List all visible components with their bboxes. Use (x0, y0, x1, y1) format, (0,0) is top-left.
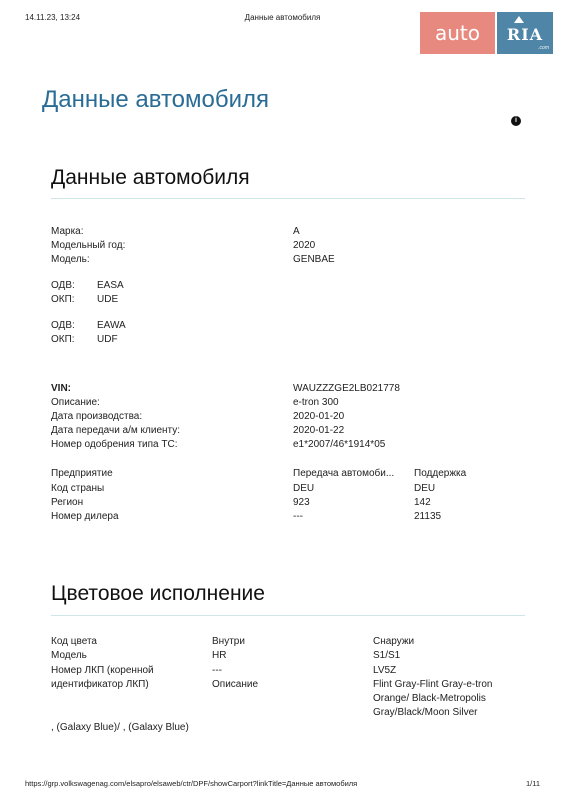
logo-com: .com (538, 45, 549, 51)
logo-auto: auto (420, 12, 495, 54)
dealer-row-support: 142 (414, 497, 431, 508)
value-type-approval: e1*2007/46*1914*05 (293, 439, 386, 450)
color-row-label: Код цвета (51, 636, 97, 647)
print-timestamp: 14.11.23, 13:24 (25, 13, 81, 22)
color-row-exterior: LV5Z (373, 665, 397, 676)
color-row-exterior: S1/S1 (373, 650, 401, 661)
page-number: 1/11 (525, 779, 540, 788)
label-odv: ОДВ: (51, 280, 75, 291)
value-model: GENBAE (293, 254, 335, 265)
label-brand: Марка: (51, 226, 84, 237)
label-okp: ОКП: (51, 334, 75, 345)
dealer-row-transfer: 923 (293, 497, 310, 508)
label-odv: ОДВ: (51, 320, 75, 331)
section-divider (51, 198, 525, 199)
section-divider (51, 615, 525, 616)
print-title: Данные автомобиля (244, 13, 321, 22)
color-row-label: Модель (51, 650, 87, 661)
color-note: , (Galaxy Blue)/ , (Galaxy Blue) (51, 722, 189, 733)
dealer-row-transfer: --- (293, 511, 303, 522)
label-type-approval: Номер одобрения типа ТС: (51, 439, 178, 450)
dealer-row-label: Регион (51, 497, 84, 508)
dealer-header-transfer: Передача автомоби... (293, 468, 395, 479)
dealer-row-transfer: DEU (293, 483, 315, 494)
logo-ria (497, 12, 553, 54)
color-section-title: Цветовое исполнение (51, 582, 265, 605)
color-row-interior: Внутри (212, 636, 245, 647)
value-model-year: 2020 (293, 240, 316, 251)
label-delivery-date: Дата передачи а/м клиенту: (51, 425, 181, 436)
print-url: https://grp.volkswagenag.com/elsapro/elsaweb/ctr/DPF/showCarport?linkTitle=Данные автомобиля (25, 779, 358, 788)
color-row-label: Номер ЛКП (коренной (51, 665, 154, 676)
color-row-exterior: Flint Gray-Flint Gray-e-tron (373, 679, 493, 690)
label-okp: ОКП: (51, 294, 75, 305)
logo-triangle-icon (514, 16, 524, 23)
exterior-description-line: Gray/Black/Moon Silver (373, 707, 478, 718)
color-row-exterior: Снаружи (373, 636, 415, 647)
color-row-interior: --- (212, 665, 222, 676)
label-model: Модель: (51, 254, 90, 265)
value-vin: WAUZZZGE2LB021778 (293, 383, 400, 394)
exterior-description-line: Orange/ Black-Metropolis (373, 693, 486, 704)
dealer-row-support: 21135 (414, 511, 442, 522)
label-description: Описание: (51, 397, 100, 408)
value-description: e-tron 300 (293, 397, 339, 408)
value-delivery-date: 2020-01-22 (293, 425, 345, 436)
value-okp: UDF (97, 334, 118, 345)
label-vin: VIN: (51, 383, 71, 394)
autoria-logo (420, 12, 553, 54)
dealer-header-support: Поддержка (414, 468, 467, 479)
vehicle-section-title: Данные автомобиля (51, 166, 250, 189)
dealer-row-label: Код страны (51, 483, 105, 494)
color-row-interior: HR (212, 650, 227, 661)
dealer-row-label: Номер дилера (51, 511, 119, 522)
dealer-header-company: Предприятие (51, 468, 113, 479)
info-icon[interactable]: i (511, 116, 521, 126)
value-odv: EAWA (97, 320, 126, 331)
label-model-year: Модельный год: (51, 240, 126, 251)
page-title: Данные автомобиля (42, 86, 270, 113)
color-row-interior: Описание (212, 679, 259, 690)
color-row-label: идентификатор ЛКП) (51, 679, 149, 690)
dealer-row-support: DEU (414, 483, 436, 494)
logo-ria-word: RIA (506, 25, 544, 44)
value-brand: A (293, 226, 300, 237)
label-production-date: Дата производства: (51, 411, 143, 422)
value-okp: UDE (97, 294, 119, 305)
value-production-date: 2020-01-20 (293, 411, 345, 422)
value-odv: EASA (97, 280, 124, 291)
